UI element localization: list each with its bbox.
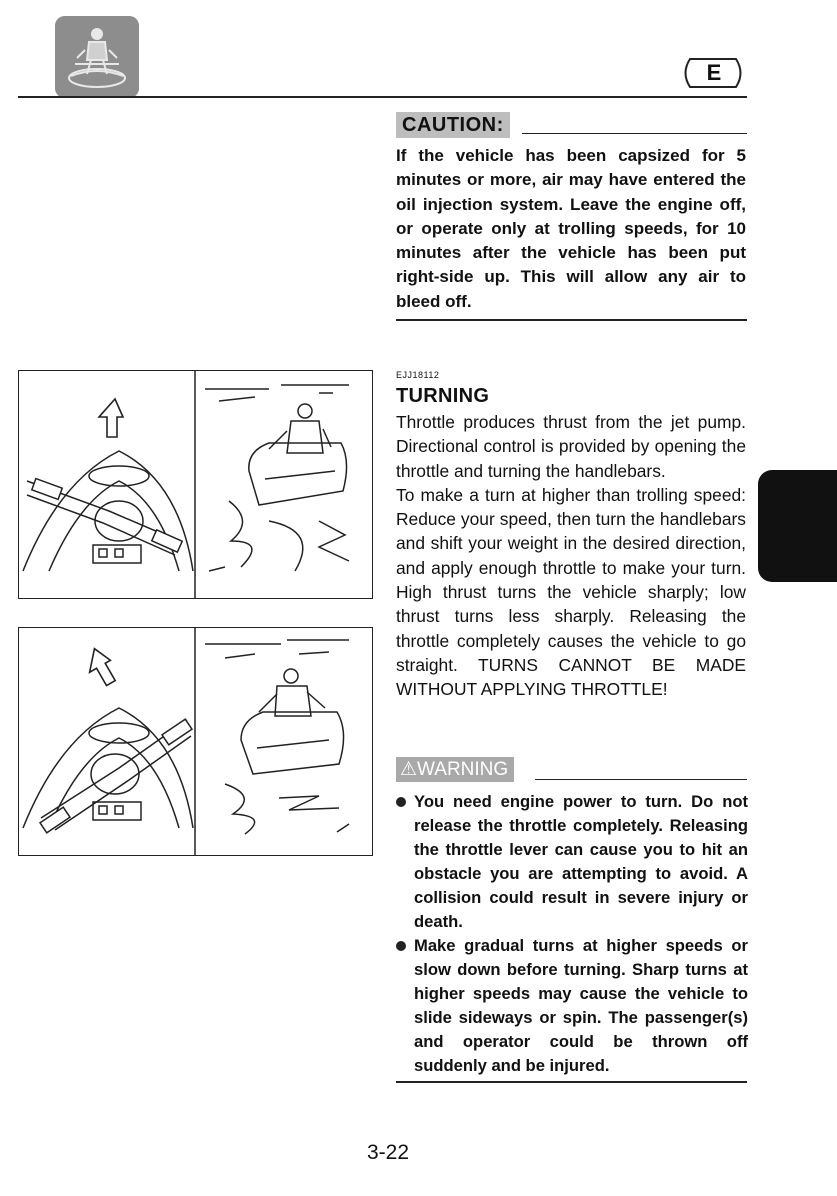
warning-rule bbox=[535, 779, 747, 780]
turn-right-arrow-icon bbox=[99, 399, 123, 437]
turn-left-arrow-icon bbox=[81, 645, 121, 690]
warning-label-text: WARNING bbox=[417, 759, 509, 780]
caution-text: If the vehicle has been capsized for 5 minutes or more, air may have entered the oil injection system. Leave the engine off, or operate only at trolling speeds, for 10 minutes after the vehicle has been put right-side up. This will allow any air to bleed off. bbox=[396, 146, 746, 311]
watercraft-rider-icon bbox=[55, 16, 139, 98]
header-rule bbox=[18, 96, 747, 98]
warning-list bbox=[396, 790, 748, 1078]
warning-item-text: You need engine power to turn. Do not release the throttle completely. Releasing the throttle lever can cause you to hit an obstacle you are attempting to avoid. A collision could result in severe injury or death. bbox=[414, 792, 748, 931]
section-heading: TURNING bbox=[396, 385, 490, 407]
bullet-icon bbox=[396, 797, 406, 807]
figure-turn-right bbox=[18, 370, 373, 599]
warning-item-text: Make gradual turns at higher speeds or slow down before turning. Sharp turns at higher speeds may cause the vehicle to slide sideways or spin. The passenger(s) and operator could be thrown off suddenly and be injured. bbox=[414, 936, 748, 1075]
warning-bottom-rule bbox=[396, 1081, 747, 1083]
warning-item bbox=[396, 790, 748, 934]
page-number: 3-22 bbox=[366, 1141, 410, 1164]
warning-triangle-icon: ⚠ bbox=[400, 759, 418, 780]
figure-turn-left bbox=[18, 627, 373, 856]
turning-body bbox=[396, 410, 746, 702]
turning-paragraph: Throttle produces thrust from the jet pump. Directional control is provided by opening the throttle and turning the handlebars. bbox=[396, 412, 746, 481]
chapter-side-tab bbox=[758, 470, 837, 582]
section-code: EJJ18112 bbox=[396, 370, 440, 380]
language-badge-label: E bbox=[706, 60, 722, 85]
warning-label bbox=[396, 757, 514, 782]
caution-bottom-rule bbox=[396, 319, 747, 321]
caution-rule bbox=[522, 133, 747, 134]
bullet-icon bbox=[396, 941, 406, 951]
turning-paragraph: To make a turn at higher than trolling speed: Reduce your speed, then turn the handlebars and shift your weight in the desired direction, and apply enough throttle to make your turn. High thrust turns the vehicle sharply; low thrust turns less sharply. Releasing the throttle completely causes the vehicle to go straight. TURNS CANNOT BE MADE WITHOUT APPLYING THROTTLE! bbox=[396, 484, 746, 700]
caution-label: CAUTION: bbox=[396, 112, 510, 138]
warning-item bbox=[396, 934, 748, 1078]
